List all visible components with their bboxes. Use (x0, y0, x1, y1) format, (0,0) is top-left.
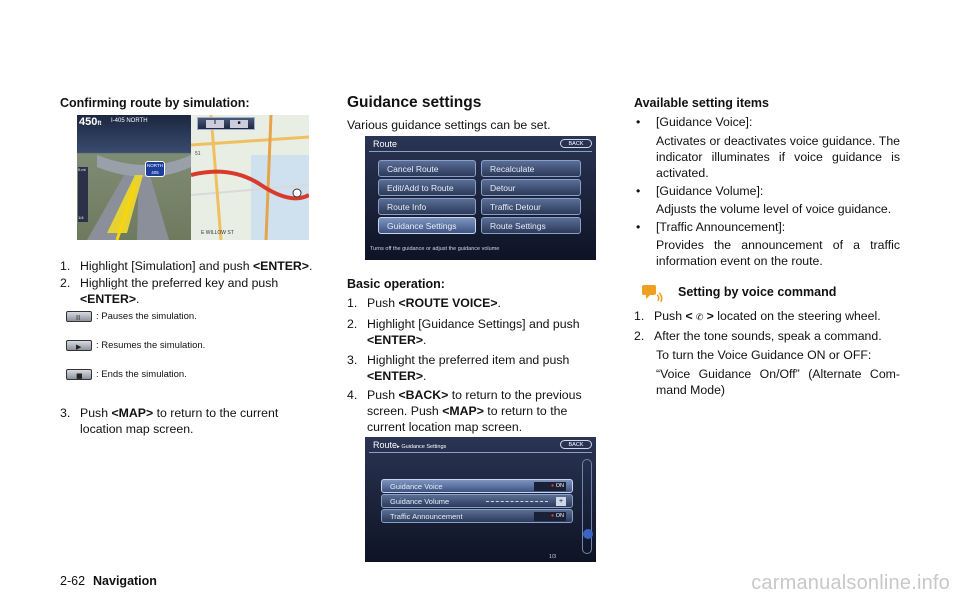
map-view (191, 115, 309, 240)
talk-switch-icon: ✆ (695, 312, 704, 322)
traffic-detour-button[interactable]: Traffic Detour (481, 198, 581, 215)
simulation-screenshot (77, 115, 309, 240)
voice-command-heading: Setting by voice command (678, 285, 837, 299)
voice-command-icon (642, 281, 664, 303)
play-key-icon: ▶ (66, 340, 92, 351)
traffic-announcement-indicator: ● ON (534, 512, 566, 521)
basic-step-2: 2. Highlight [Guidance Settings] and push <ENTER>. (347, 317, 580, 347)
junction-view (77, 115, 191, 240)
available-items-heading: Available setting items (634, 96, 769, 110)
play-key-desc: : Resumes the simulation. (96, 340, 206, 351)
guidance-settings-screenshot (365, 437, 596, 562)
gs-page-indicator: 1/3 (549, 554, 556, 560)
traffic-announcement-row[interactable]: Traffic Announcement ● ON (381, 509, 573, 523)
guidance-voice-row[interactable]: Guidance Voice ● ON (381, 479, 573, 493)
basic-step-4: 4. Push <BACK> to return to the previous screen. Push <MAP> to return to the current location map screen. (347, 388, 582, 434)
road-51-label: 51 (195, 151, 201, 157)
stop-key-icon: ■ (66, 369, 92, 380)
simulation-heading: Confirming route by simulation: (60, 96, 250, 110)
street-label: E WILLOW ST (201, 230, 234, 236)
guidance-intro: Various guidance settings can be set. (347, 118, 551, 132)
voice-step-2: 2. After the tone sounds, speak a command. (634, 329, 882, 343)
volume-slider[interactable] (486, 501, 548, 503)
edit-add-route-button[interactable]: Edit/Add to Route (378, 179, 476, 196)
watermark: carmanualsonline.info (751, 572, 950, 594)
guidance-volume-row[interactable]: Guidance Volume + (381, 494, 573, 508)
gs-scrollbar[interactable] (582, 459, 592, 554)
guidance-settings-heading: Guidance settings (347, 94, 482, 111)
simulation-control-bar (197, 117, 255, 130)
map-roads (191, 115, 309, 240)
item-guidance-voice-title: [Guidance Voice]: (656, 115, 753, 129)
sim-end-button[interactable]: ■ (230, 120, 248, 128)
cancel-route-button[interactable]: Cancel Route (378, 160, 476, 177)
page-footer (60, 574, 157, 588)
bullet-2: • (636, 220, 641, 234)
route-menu-screenshot (365, 136, 596, 260)
detour-button[interactable]: Detour (481, 179, 581, 196)
interstate-shield: NORTH 405 (145, 161, 165, 177)
route-menu-status: Turns off the guidance or adjust the guidance volume (370, 246, 500, 252)
item-guidance-voice-desc-3: activated. (656, 166, 709, 180)
pause-key-desc: : Pauses the simulation. (96, 311, 197, 322)
item-guidance-voice-desc-2: indicator illuminates if voice guidance is (656, 150, 900, 164)
sim-pause-button[interactable]: II (206, 120, 224, 128)
basic-operation-heading: Basic operation: (347, 277, 445, 291)
sim-step-2: 2. Highlight the preferred key and push <ENTER>. (60, 276, 279, 306)
basic-step-3: 3. Highlight the preferred item and push <ENTER>. (347, 353, 570, 383)
stop-key-desc: : Ends the simulation. (96, 369, 187, 380)
item-guidance-voice-desc-1: Activates or deactivates voice guidance. The (656, 134, 900, 148)
item-guidance-volume-desc: Adjusts the volume level of voice guidance. (656, 202, 892, 216)
bullet-1: • (636, 184, 641, 198)
guidance-voice-indicator: ● ON (534, 482, 566, 491)
scroll-down-icon[interactable] (583, 529, 593, 539)
recalculate-button[interactable]: Recalculate (481, 160, 581, 177)
item-traffic-announcement-desc-1: Provides the announcement of a traffic (656, 238, 900, 252)
voice-step-2-instruction: To turn the Voice Guidance ON or OFF: (656, 348, 872, 362)
route-menu-title: Route (373, 139, 398, 149)
sim-step-3: 3. Push <MAP> to return to the current location map screen. (60, 406, 279, 436)
pause-key-icon: II (66, 311, 92, 322)
volume-plus-button[interactable]: + (556, 497, 566, 506)
route-info-button[interactable]: Route Info (378, 198, 476, 215)
route-settings-button[interactable]: Route Settings (481, 217, 581, 234)
section-name: Navigation (93, 574, 157, 588)
gs-back-button[interactable]: BACK (560, 440, 592, 449)
bullet-0: • (636, 115, 641, 129)
item-traffic-announcement-desc-2: information event on the route. (656, 254, 823, 268)
page-number: 2-62 (60, 574, 86, 588)
voice-step-2-command-1: “Voice Guidance On/Off” (Alternate Com- (656, 367, 900, 381)
gs-title: Route▸ Guidance Settings (373, 440, 447, 450)
guidance-settings-button[interactable]: Guidance Settings (378, 217, 476, 234)
item-traffic-announcement-title: [Traffic Announcement]: (656, 220, 786, 234)
route-menu-back-button[interactable]: BACK (560, 139, 592, 148)
road-name: I-405 NORTH (111, 118, 148, 124)
distance-readout: 450ft (79, 116, 102, 128)
voice-step-2-command-2: mand Mode) (656, 383, 726, 397)
junction-roads (77, 115, 191, 240)
distance-bar: 0.mi 1/4 (78, 167, 88, 222)
item-guidance-volume-title: [Guidance Volume]: (656, 184, 764, 198)
